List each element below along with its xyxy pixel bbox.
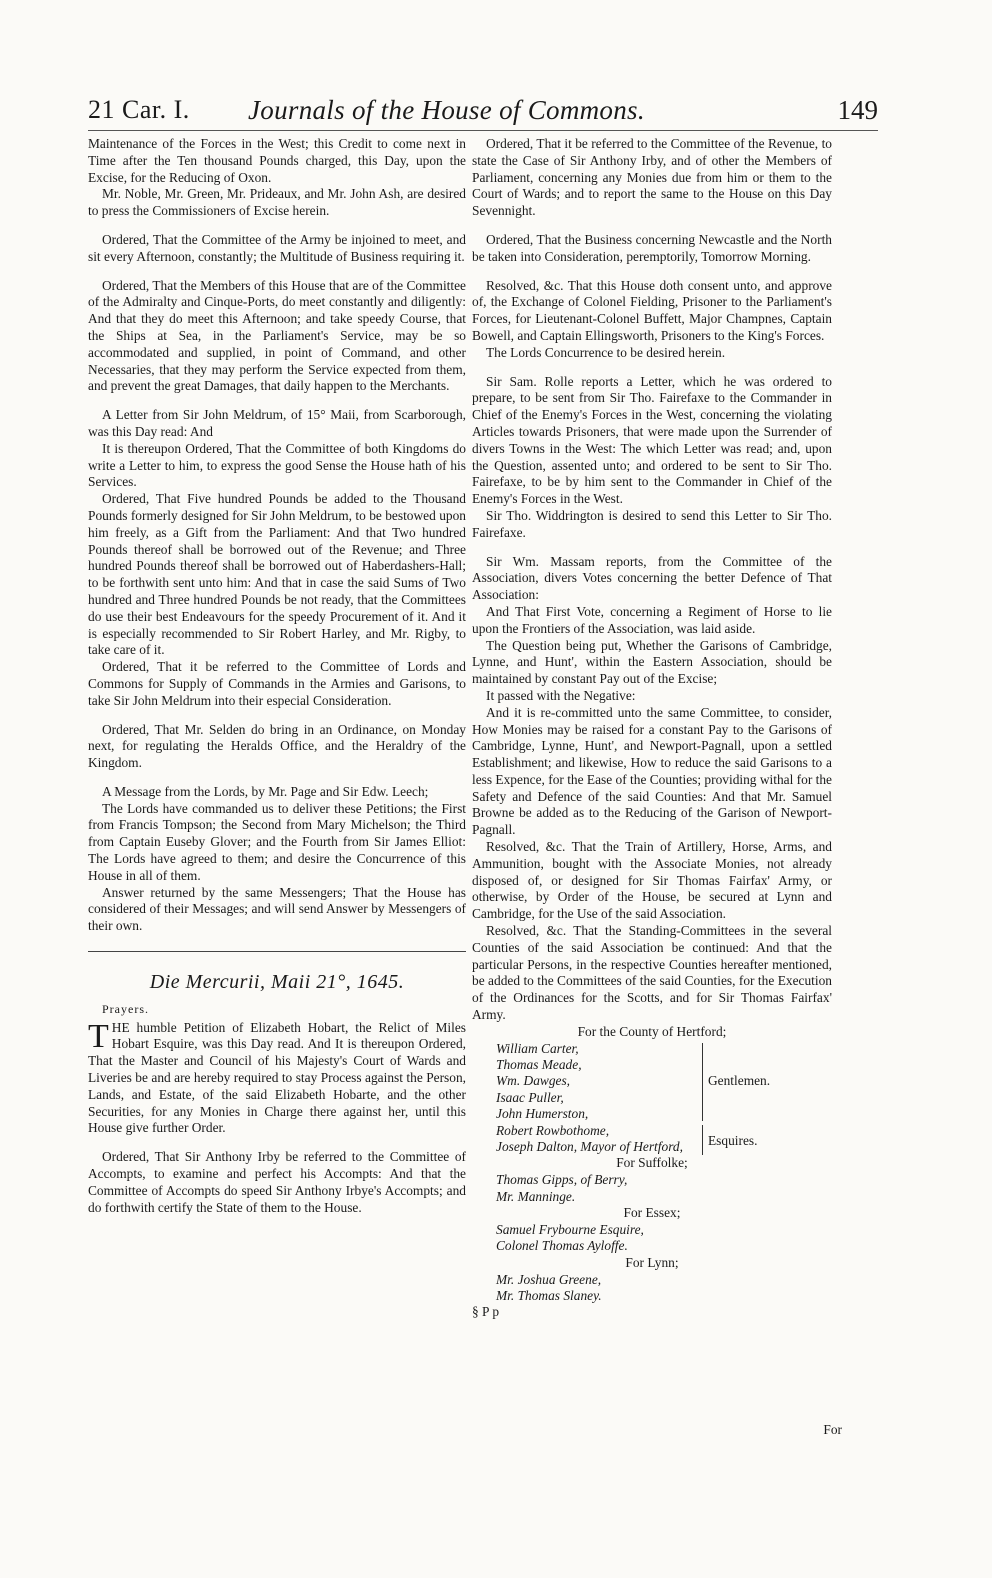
petition-paragraph [88, 1017, 466, 1138]
paragraph: Ordered, That it be referred to the Committee of Lords and Commons for Supply of Commands in the Armies and Garisons, to take Sir John Meldrum into their especial Consideration. [88, 659, 466, 708]
county-heading-hertford: For the County of Hertford; [577, 1023, 727, 1039]
lynn-list [496, 1272, 832, 1305]
right-column [472, 136, 832, 1321]
paragraph: Answer returned by the same Messengers; That the House has considered of their Messages; and will send Answer by Messengers of their own. [88, 884, 466, 934]
list-item: Thomas Meade, [496, 1057, 582, 1073]
paragraph: Resolved, &c. That the Train of Artillery, Horse, Arms, and Ammunition, bought with the Associate Monies, not already disposed of, or designed for Sir Thomas Fairfax' Army, or otherwise, by Order of the House, be secured at Lynn and Cambridge, for the Use of the said Association. [472, 839, 832, 922]
brace [696, 1043, 703, 1121]
paragraph: It passed with the Negative: [486, 687, 636, 703]
list-item: Wm. Dawges, [496, 1073, 571, 1089]
paragraph: Ordered, That it be referred to the Committee of the Revenue, to state the Case of Sir Anthony Irby, and of other the Members of Parliament, concerning any Monies due from him or them to the Court of Wards; and to report the same to the House on this Day Sevennight. [472, 136, 832, 219]
paragraph: Mr. Noble, Mr. Green, Mr. Prideaux, and Mr. John Ash, are desired to press the Commissioners of Excise herein. [88, 186, 466, 219]
list-item: Samuel Frybourne Esquire, [496, 1221, 644, 1237]
paragraph: And That First Vote, concerning a Regiment of Horse to lie upon the Frontiers of the Association, was laid aside. [472, 603, 832, 636]
section-rule [88, 951, 466, 952]
paragraph: Maintenance of the Forces in the West; this Credit to come next in Time after the Ten thousand Pounds charged, this Day, upon the Excise, for the Reducing of Oxon. [88, 136, 466, 185]
regnal-year: 21 Car. I. [88, 95, 190, 124]
list-item: Colonel Thomas Ayloffe. [496, 1238, 628, 1254]
list-item: Mr. Joshua Greene, [496, 1271, 602, 1287]
essex-list [496, 1222, 832, 1255]
paragraph: Ordered, That the Members of this House that are of the Committee of the Admiralty and Cinque-Ports, do meet constantly and diligently: And that they do meet this Afternoon; and take speedy Course, that the Ships at Sea, in the Parliament's Service, may be so accommodated and supplied, in point of Command, and other Necessaries, that they may perform the Service expected from them, and prevent the great Damages, that daily happen to the Merchants. [88, 277, 466, 394]
paragraph: Ordered, That Five hundred Pounds be added to the Thousand Pounds formerly designed for Sir John Meldrum, to be bestowed upon him freely, as a Gift from the Parliament: And that Two hundred Pounds thereof shall be borrowed out of the Revenue; and Three hundred Pounds thereof shall be borrowed out of Haberdashers-Hall; to be forthwith sent unto him: And that in case the said Sums of Two hundred and Three hundred Pounds be not ready, that the Committees do use their best Endeavours for the speedy Procurement of it. And it is especially recommended to Sir Robert Harley, and Mr. Rigby, to take care of it. [88, 491, 466, 658]
paragraph: Sir Tho. Widdrington is desired to send this Letter to Sir Tho. Fairefaxe. [472, 507, 832, 540]
paragraph: Resolved, &c. That this House doth consent unto, and approve of, the Exchange of Colonel Fielding, Prisoner to the Parliament's Forces, for Lieutenant-Colonel Buffett, Major Champnes, Captain Bowell, and Captain Ellingsworth, Prisoners to the King's Forces. [472, 277, 832, 343]
suffolke-list [496, 1172, 832, 1205]
list-item: Thomas Gipps, of Berry, [496, 1172, 628, 1188]
paragraph: Ordered, That the Business concerning Newcastle and the North be taken into Consideration, peremptorily, Tomorrow Morning. [472, 231, 832, 264]
paragraph: A Message from the Lords, by Mr. Page and Sir Edw. Leech; [102, 783, 429, 799]
list-item: Joseph Dalton, Mayor of Hertford, [496, 1139, 683, 1155]
signature-mark: § P p [472, 1304, 500, 1320]
paragraph: Ordered, That Mr. Selden do bring in an Ordinance, on Monday next, for regulating the Heralds Office, and the Heraldry of the Kingdom. [88, 721, 466, 771]
county-heading-lynn: For Lynn; [625, 1254, 679, 1270]
county-heading-suffolke: For Suffolke; [616, 1155, 688, 1171]
gentlemen-label: Gentlemen. [708, 1072, 771, 1088]
paragraph: Sir Wm. Massam reports, from the Committee of the Association, divers Votes concerning the better Defence of That Association: [472, 553, 832, 603]
list-item: Mr. Manninge. [496, 1188, 576, 1204]
paragraph: And it is re-committed unto the same Committee, to consider, How Monies may be raised for a constant Pay to the Garisons of Cambridge, Lynne, Hunt', and Newport-Pagnall, upon a settled Establishment; and likewise, How to reduce the said Garisons to a less Expence, for the Ease of the Counties; providing withal for the Safety and Defence of the said Counties: And that Mr. Samuel Browne be added as to the Reducing of the Garison of Newport-Pagnall. [472, 704, 832, 838]
paragraph-text: HE humble Petition of Elizabeth Hobart, the Relict of Miles Hobart Esquire, was this Day read. And It is thereupon Ordered, That the Master and Council of his Majesty's Court of Wards and Liveries be and are hereby required to stay Process against the Person, Lands, and Estate, of the said Elizabeth Hobarte, and the other Securities, for any Monies in Charge there against her, until this House give further Order. [88, 1019, 466, 1136]
list-item: William Carter, [496, 1040, 579, 1056]
esquires-label: Esquires. [708, 1132, 758, 1148]
running-title: Journals of the House of Commons. [248, 95, 645, 125]
catchword: For [823, 1422, 842, 1437]
hertford-list [496, 1041, 832, 1156]
paragraph: The Lords Concurrence to be desired herein. [486, 344, 726, 360]
prayers-heading: Prayers. [102, 1001, 149, 1016]
paragraph: Ordered, That Sir Anthony Irby be referred to the Committee of Accompts, to examine and perfect his Accompts: And that the Committee of Accompts do speed Sir Anthony Irbye's Accompts; and do forthwith certify the State of them to the House. [88, 1149, 466, 1215]
county-heading-essex: For Essex; [623, 1205, 681, 1221]
list-item: Robert Rowbothome, [496, 1122, 610, 1138]
page-number: 149 [837, 95, 878, 125]
drop-cap: T [88, 1017, 109, 1055]
list-item: Isaac Puller, [496, 1089, 564, 1105]
brace [696, 1125, 703, 1155]
day-heading: Die Mercurii, Maii 21°, 1645. [149, 971, 405, 994]
paragraph: Sir Sam. Rolle reports a Letter, which he was ordered to prepare, to be sent from Sir Tho. Fairefaxe to the Commander in Chief of the Enemy's Forces in the West, concerning the violating Articles towards Prisoners, that were made upon the Surrender of divers Towns in the West: The which Letter was read; and, upon the Question, assented unto; and ordered to be sent to Sir Tho. Fairefaxe, to be by him sent to the Commander in Chief of the Enemy's Forces in the West. [472, 373, 832, 507]
left-column [88, 136, 466, 1216]
paragraph: A Letter from Sir John Meldrum, of 15° Maii, from Scarborough, was this Day read: And [88, 407, 466, 439]
paragraph: The Question being put, Whether the Garisons of Cambridge, Lynne, and Hunt', within the Eastern Association, should be maintained by constant Pay out of the Excise; [472, 637, 832, 687]
list-item: Mr. Thomas Slaney. [496, 1287, 602, 1303]
paragraph: Resolved, &c. That the Standing-Committees in the several Counties of the said Association be continued: And that the particular Persons, in the respective Counties hereafter mentioned, be added to the Committees of the said Counties, for the Execution of the Ordinances for the Scotts, and for Sir Thomas Fairfax' Army. [472, 923, 832, 1023]
paragraph: Ordered, That the Committee of the Army be injoined to meet, and sit every Afternoon, constantly; the Multitude of Business requiring it. [88, 231, 466, 264]
list-item: John Humerston, [496, 1106, 589, 1122]
paragraph: The Lords have commanded us to deliver these Petitions; the First from Francis Tompson; the Second from Mary Michelson; the Third from Captain Euseby Glover; and the Fourth from Sir James Elliot: The Lords have agreed to them; and desire the Concurrence of this House in all of them. [88, 800, 466, 883]
paragraph: It is thereupon Ordered, That the Committee of both Kingdoms do write a Letter to him, to express the good Sense the House hath of his Services. [88, 440, 466, 490]
header-rule [88, 130, 878, 131]
